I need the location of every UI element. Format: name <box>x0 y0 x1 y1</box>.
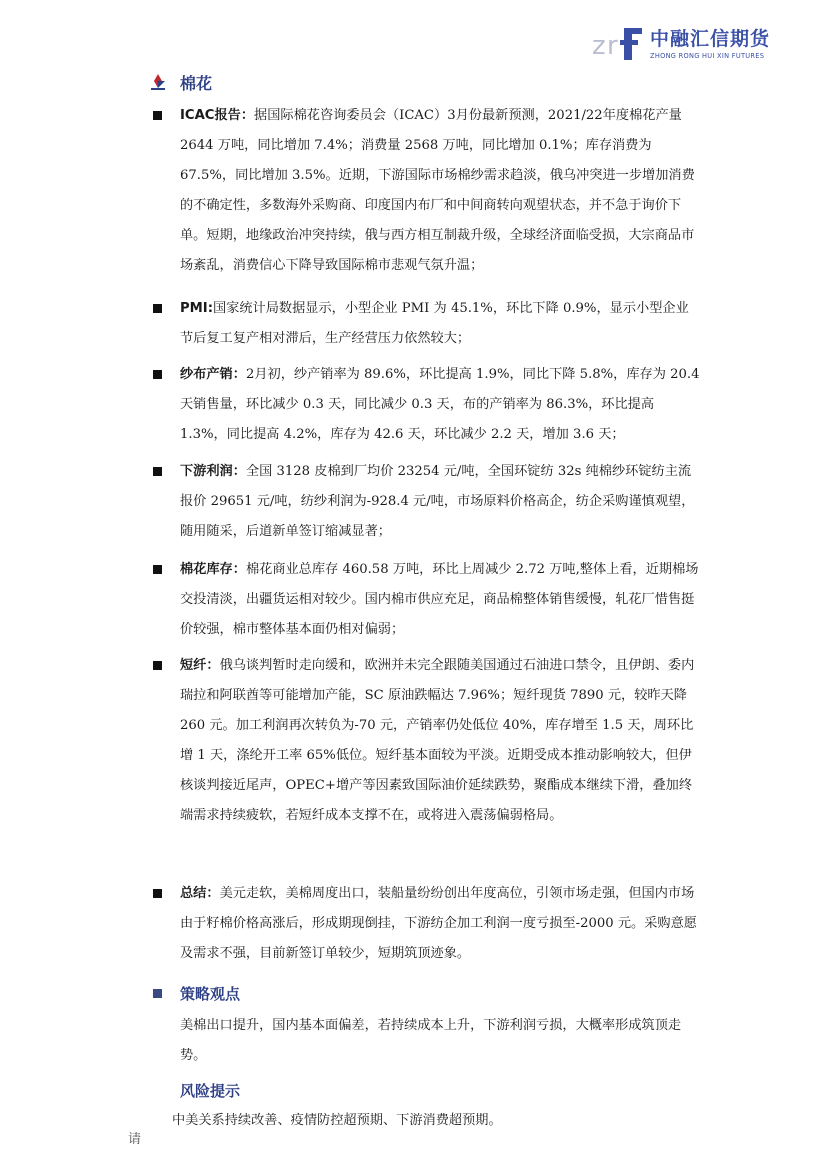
list-item <box>180 457 700 547</box>
list-item <box>180 555 700 645</box>
item-label: 棉花库存： <box>180 562 246 577</box>
footer-text: 请 <box>128 1132 142 1147</box>
item-label: 总结： <box>180 886 220 901</box>
item-label: 下游利润： <box>180 464 246 479</box>
diamond-arrow-icon <box>150 73 166 91</box>
list-item <box>180 651 700 831</box>
item-text: 据国际棉花咨询委员会（ICAC）3月份最新预测，2021/22年度棉花产量 2644 万吨，同比增加 7.4%；消费量 2568 万吨，同比增加 0.1%；库存消费为 67.5%，同比增加 3.5%。近期，下游国际市场棉纱需求趋淡，俄乌冲突进一步增加消费的不确定性，多数海外采购商、印度国内布厂和中间商转向观望状态，并不急于询价下单。短期，地缘政治冲突持续，俄与西方相互制裁升级，全球经济面临受损，大宗商品市场紊乱，消费信心下降导致国际棉市悲观气氛升温； <box>180 108 695 273</box>
zrf-logo-icon <box>592 24 646 62</box>
item-label: PMI: <box>180 301 213 316</box>
item-text: 2月初，纱产销率为 89.6%，环比提高 1.9%，同比下降 5.8%，库存为 20.4 天销售量，环比减少 0.3 天，同比减少 0.3 天，布的产销率为 86.3%，环比提高 1.3%，同比提高 4.2%，库存为 42.6 天，环比减少 2.2 天，增加 3.6 天； <box>180 367 700 442</box>
item-text: 棉花商业总库存 460.58 万吨，环比上周减少 2.72 万吨,整体上看，近期棉场交投清淡，出疆货运相对较少。国内棉市供应充足，商品棉整体销售缓慢，轧花厂惜售挺价较强，棉市整体基本面仍相对偏弱； <box>180 562 699 637</box>
list-item <box>180 101 700 281</box>
list-item <box>180 879 700 969</box>
bullet-square <box>153 111 162 120</box>
item-text: 俄乌谈判暂时走向缓和，欧洲并未完全跟随美国通过石油进口禁令，且伊朗、委内瑞拉和阿联酋等可能增加产能，SC 原油跌幅达 7.96%；短纤现货 7890 元，较昨天降 260 元。加工利润再次转负为-70 元，产销率仍处低位 40%，库存增至 1.5 天，周环比增 1 天，涤纶开工率 65%低位。短纤基本面较为平淡。近期受成本推动影响较大，但伊核谈判接近尾声，OPEC+增产等因素致国际油价延续跌势，聚酯成本继续下滑，叠加终端需求持续疲软，若短纤成本支撑不在，或将进入震荡偏弱格局。 <box>180 658 695 823</box>
bullet-square <box>153 565 162 574</box>
bullet-square <box>153 304 162 313</box>
risk-text: 中美关系持续改善、疫情防控超预期、下游消费超预期。 <box>172 1113 502 1128</box>
logo-chinese-name: 中融汇信期货 <box>650 28 771 50</box>
item-label: 纱布产销： <box>180 367 246 382</box>
bullet-square <box>153 989 162 998</box>
section-heading <box>150 70 212 94</box>
bullet-square <box>153 370 162 379</box>
list-item <box>180 294 700 354</box>
item-text: 全国 3128 皮棉到厂均价 23254 元/吨，全国环锭纺 32s 纯棉纱环锭纺主流报价 29651 元/吨，纺纱利润为-928.4 元/吨，市场原料价格高企，纺企采购谨慎观望，随用随采，后道新单签订缩减显著； <box>180 464 695 539</box>
section-title: 棉花 <box>180 73 213 93</box>
company-logo <box>592 20 782 64</box>
item-text: 美元走软，美棉周度出口，装船量纷纷创出年度高位，引领市场走强，但国内市场由于籽棉价格高涨后，形成期现倒挂，下游纺企加工利润一度亏损至-2000 元。采购意愿及需求不强，目前新签订单较少，短期筑顶迹象。 <box>180 886 697 961</box>
item-label: 短纤： <box>180 658 220 673</box>
risk-heading: 风险提示 <box>180 1082 241 1100</box>
item-label: ICAC报告： <box>180 108 255 123</box>
strategy-text: 美棉出口提升，国内基本面偏差，若持续成本上升，下游利润亏损，大概率形成筑顶走势。 <box>180 1018 682 1063</box>
logo-english-name: ZHONG RONG HUI XIN FUTURES <box>650 52 765 60</box>
bullet-square <box>153 467 162 476</box>
item-text: 国家统计局数据显示，小型企业 PMI 为 45.1%，环比下降 0.9%，显示小型企业节后复工复产相对滞后，生产经营压力依然较大； <box>180 301 689 346</box>
bullet-square <box>153 661 162 670</box>
strategy-heading: 策略观点 <box>180 985 241 1003</box>
bullet-square <box>153 889 162 898</box>
svg-text:r: r <box>607 31 618 61</box>
svg-text:z: z <box>592 31 606 61</box>
list-item <box>180 360 700 450</box>
